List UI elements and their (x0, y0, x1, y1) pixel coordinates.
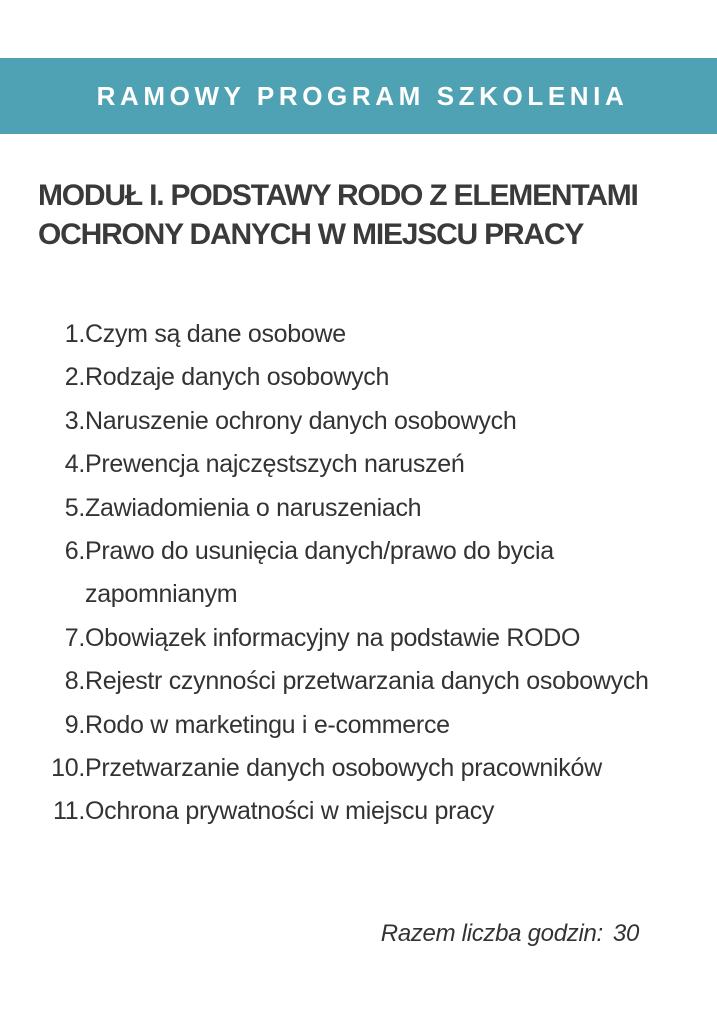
list-item-number: 5. (64, 493, 85, 522)
list-item (0, 487, 717, 530)
list-item-number: 11. (53, 797, 85, 826)
list-item-number: 2. (64, 363, 85, 392)
list-item-text: Rodzaje danych osobowych (85, 363, 390, 392)
list-item (0, 356, 717, 399)
list-item-text: Prawo do usunięcia danych/prawo do bycia zapomnianym (85, 537, 554, 609)
list-item-text: Rodo w marketingu i e-commerce (85, 710, 450, 739)
list-item-text: Ochrona prywatności w miejscu pracy (85, 797, 495, 826)
list-item-text: Obowiązek informacyjny na podstawie RODO (85, 623, 581, 652)
list-item (0, 790, 717, 833)
total-hours-value: 30 (612, 920, 639, 947)
list-item-number: 8. (64, 667, 85, 696)
list-item-text: Zawiadomienia o naruszeniach (85, 493, 422, 522)
list-item-number: 6. (64, 537, 85, 566)
list-item (0, 400, 717, 443)
list-item (0, 443, 717, 486)
list-item (0, 704, 717, 747)
total-hours-label: Razem liczba godzin: (380, 920, 603, 947)
list-item-text: Przetwarzanie danych osobowych pracowników (85, 754, 602, 783)
list-item-text: Rejestr czynności przetwarzania danych osobowych (85, 667, 649, 696)
list-item (0, 530, 717, 617)
list-item (0, 660, 717, 703)
list-item-number: 10. (51, 754, 85, 783)
list-item-text: Czym są dane osobowe (85, 320, 346, 348)
list-item-text: Naruszenie ochrony danych osobowych (85, 406, 517, 435)
list-item-number: 3. (64, 406, 85, 435)
page-title: RAMOWY PROGRAM SZKOLENIA (96, 80, 629, 111)
list-item-number: 1. (64, 320, 85, 348)
list-item (0, 313, 717, 356)
module-title: MODUŁ I. PODSTAWY RODO Z ELEMENTAMI OCHRONY DANYCH W MIEJSCU PRACY (38, 179, 638, 251)
list-item-number: 4. (64, 450, 85, 479)
list-item-number: 7. (64, 623, 85, 652)
list-item (0, 617, 717, 660)
list-item (0, 747, 717, 790)
list-item-text: Prewencja najczęstszych naruszeń (85, 450, 465, 479)
list-item-number: 9. (64, 710, 85, 739)
topic-list (0, 313, 717, 834)
header-band (0, 58, 717, 134)
total-hours (381, 920, 639, 948)
